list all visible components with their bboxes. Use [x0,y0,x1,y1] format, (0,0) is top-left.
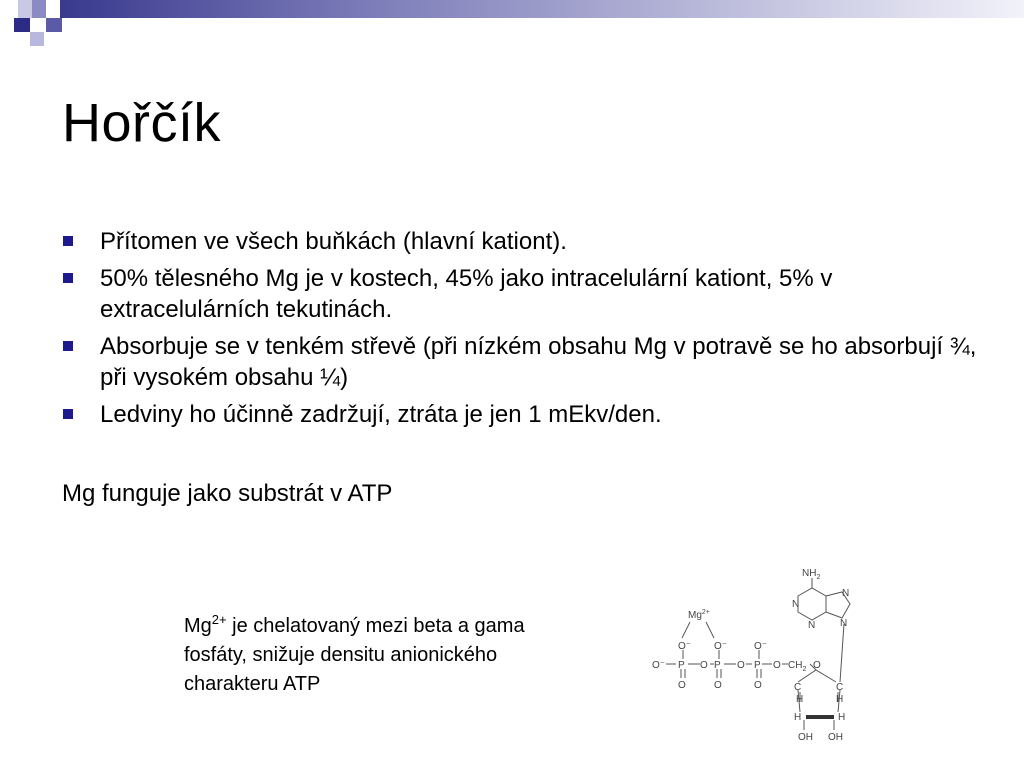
bullet-item [62,331,982,393]
bullet-text: Ledviny ho účinně zadržují, ztráta je jen 1 mEkv/den. [100,401,662,428]
atom-label: N [840,618,848,629]
mg-label: Mg [688,610,702,621]
mg-charge-label: 2+ [701,609,710,616]
atom-label: OH [828,732,843,743]
atom-label: P [754,660,761,671]
atom-label: O [813,660,821,671]
atom-label: C [836,682,844,693]
slide-title: Hořčík [62,93,222,153]
atom-label: O [737,660,745,671]
atom-label: P [678,660,685,671]
atom-label: H [794,712,802,723]
svg-text:Mg2+ [688,609,710,621]
caption-ion: Mg [184,615,212,637]
bullet-text: Přítomen ve všech buňkách (hlavní kationt). [100,228,567,255]
atom-label: O [714,680,722,691]
mg-atp-structure [648,562,894,752]
atom-label: C [794,682,802,693]
nh2-label: NH [802,568,817,579]
bullet-item [62,399,982,430]
atom-label: O⁻ [652,660,666,671]
atom-label: H [836,694,844,705]
atom-label: P [714,660,721,671]
bullet-item [62,226,982,257]
square-bullet-icon [63,273,73,283]
bullet-text: Absorbuje se v tenkém střevě (při nízkém obsahu Mg v potravě se ho absorbují ¾, při vysokém obsahu ¼) [100,333,977,391]
square-bullet-icon [63,236,73,246]
atom-label: H [838,712,846,723]
atp-note: Mg funguje jako substrát v ATP [62,480,393,507]
atom-label: O⁻ [678,641,692,652]
header-decoration [0,0,1024,40]
atom-label: O [754,680,762,691]
atom-label: O [700,660,708,671]
caption-text: je chelatovaný mezi beta a gama fosfáty, snižuje densitu anionického charakteru ATP [184,615,525,695]
svg-text:CH2 [788,660,806,673]
svg-text:NH2 [802,568,820,581]
atom-label: N [808,620,816,631]
square-bullet-icon [63,341,73,351]
atom-label: O [773,660,781,671]
atom-label: O⁻ [754,641,768,652]
bullet-text: 50% tělesného Mg je v kostech, 45% jako intracelulární kationt, 5% v extracelulárních tekutinách. [100,265,833,323]
bullet-item [62,263,982,325]
bullet-list [62,226,982,436]
atom-label: H [796,694,804,705]
atom-label: N [792,599,800,610]
ch2-label: CH [788,660,803,671]
atom-label: OH [798,732,813,743]
nh2-sub-label: 2 [816,574,821,581]
ch2-sub-label: 2 [802,666,807,673]
atom-label: O [678,680,686,691]
atom-label: N [842,588,850,599]
atom-label: O⁻ [714,641,728,652]
caption-charge: 2+ [211,612,227,627]
square-bullet-icon [63,409,73,419]
chelation-caption [184,612,574,699]
